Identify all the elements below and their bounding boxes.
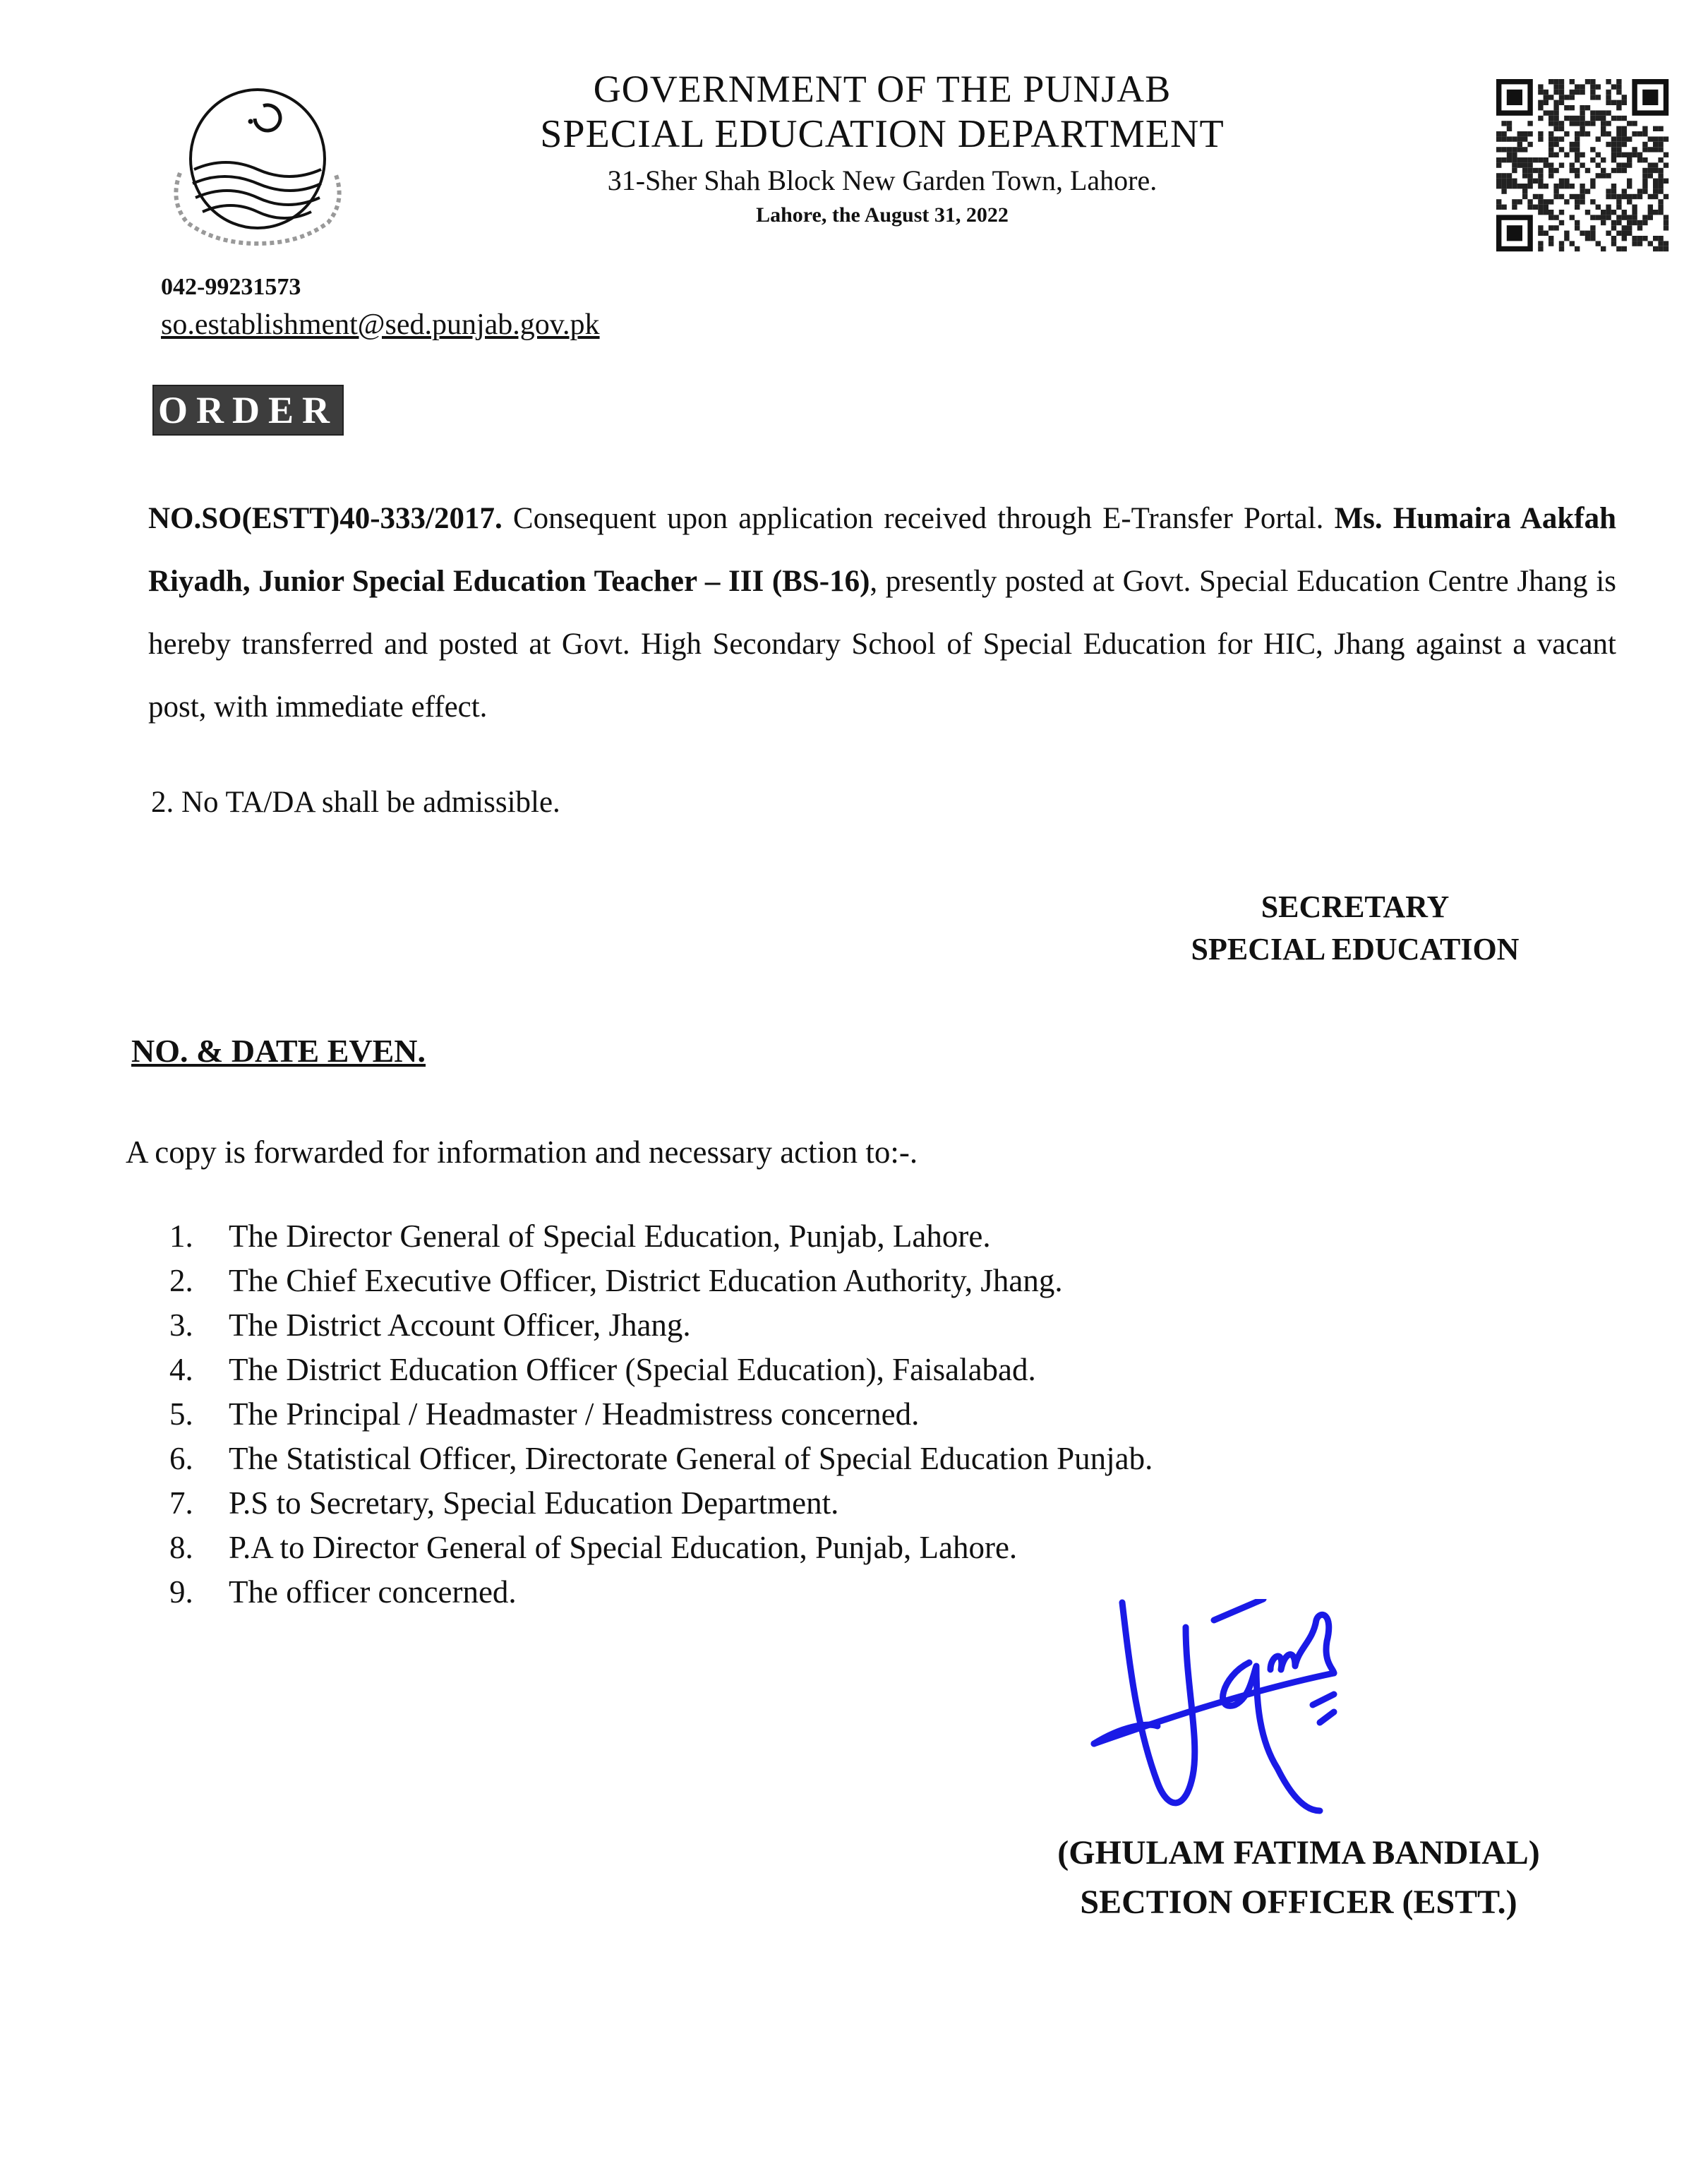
qr-code-icon	[1496, 79, 1680, 252]
header-date: Lahore, the August 31, 2022	[756, 203, 1009, 227]
header-government: GOVERNMENT OF THE PUNJAB	[593, 68, 1172, 110]
copy-heading: NO. & DATE EVEN.	[131, 1033, 426, 1069]
header-department: SPECIAL EDUCATION DEPARTMENT	[540, 112, 1225, 156]
secretary-department: SPECIAL EDUCATION	[1191, 932, 1520, 966]
item-number: 2.	[169, 1263, 193, 1298]
list-item	[169, 1392, 1153, 1437]
header-address: 31-Sher Shah Block New Garden Town, Lahore.	[607, 164, 1157, 196]
emblem-icon	[152, 78, 363, 247]
contact-phone: 042-99231573	[161, 274, 301, 300]
list-item	[169, 1481, 1153, 1526]
distribution-list	[169, 1214, 1153, 1615]
item-text: The Principal / Headmaster / Headmistress concerned.	[229, 1396, 920, 1432]
officer-designation: Ms. Humaira Aakfah Riyadh, Junior Special Education Teacher – III (BS-16)	[148, 502, 1616, 598]
order-label: ORDER	[152, 385, 344, 436]
item-text: P.A to Director General of Special Education, Punjab, Lahore.	[229, 1530, 1018, 1565]
list-item	[169, 1348, 1153, 1392]
item-text: The Chief Executive Officer, District Education Authority, Jhang.	[229, 1263, 1063, 1298]
item-number: 3.	[169, 1307, 193, 1343]
item-number: 7.	[169, 1485, 193, 1521]
item-number: 6.	[169, 1441, 193, 1476]
item-number: 5.	[169, 1396, 193, 1432]
list-item	[169, 1214, 1153, 1259]
item-text: The District Account Officer, Jhang.	[229, 1307, 691, 1343]
copy-intro: A copy is forwarded for information and necessary action to:-.	[126, 1134, 918, 1170]
item-text: P.S to Secretary, Special Education Department.	[229, 1485, 839, 1521]
reference-number: NO.SO(ESTT)40-333/2017.	[148, 502, 503, 535]
handwritten-signature	[1080, 1599, 1447, 1832]
item-number: 9.	[169, 1574, 193, 1610]
paragraph-2: 2. No TA/DA shall be admissible.	[151, 786, 560, 819]
secretary-title: SECRETARY	[1261, 890, 1450, 924]
item-text: The Director General of Special Education, Punjab, Lahore.	[229, 1218, 991, 1254]
item-number: 4.	[169, 1352, 193, 1387]
list-item	[169, 1437, 1153, 1481]
list-item	[169, 1259, 1153, 1303]
contact-email-link[interactable]: so.establishment@sed.punjab.gov.pk	[161, 309, 600, 341]
item-text: The officer concerned.	[229, 1574, 517, 1610]
secretary-block	[1129, 886, 1581, 971]
order-paragraph	[148, 487, 1616, 738]
punjab-emblem-logo	[152, 78, 363, 247]
item-number: 1.	[169, 1218, 193, 1254]
item-text: The District Education Officer (Special Education), Faisalabad.	[229, 1352, 1036, 1387]
signatory-block	[1009, 1828, 1588, 1927]
signatory-name: (GHULAM FATIMA BANDIAL)	[1057, 1834, 1540, 1871]
paragraph-text-b: , presently posted at Govt. Special Education Centre Jhang is hereby transferred and posted at Govt. High Secondary School of Special Education for HIC, Jhang against a vacant post, with immediate effect.	[148, 565, 1616, 724]
signatory-designation: SECTION OFFICER (ESTT.)	[1080, 1883, 1517, 1921]
paragraph-text-a: Consequent upon application received through E-Transfer Portal.	[502, 502, 1335, 535]
item-text: The Statistical Officer, Directorate General of Special Education Punjab.	[229, 1441, 1153, 1476]
item-number: 8.	[169, 1530, 193, 1565]
list-item	[169, 1303, 1153, 1348]
list-item	[169, 1526, 1153, 1570]
list-item	[169, 1570, 1153, 1615]
